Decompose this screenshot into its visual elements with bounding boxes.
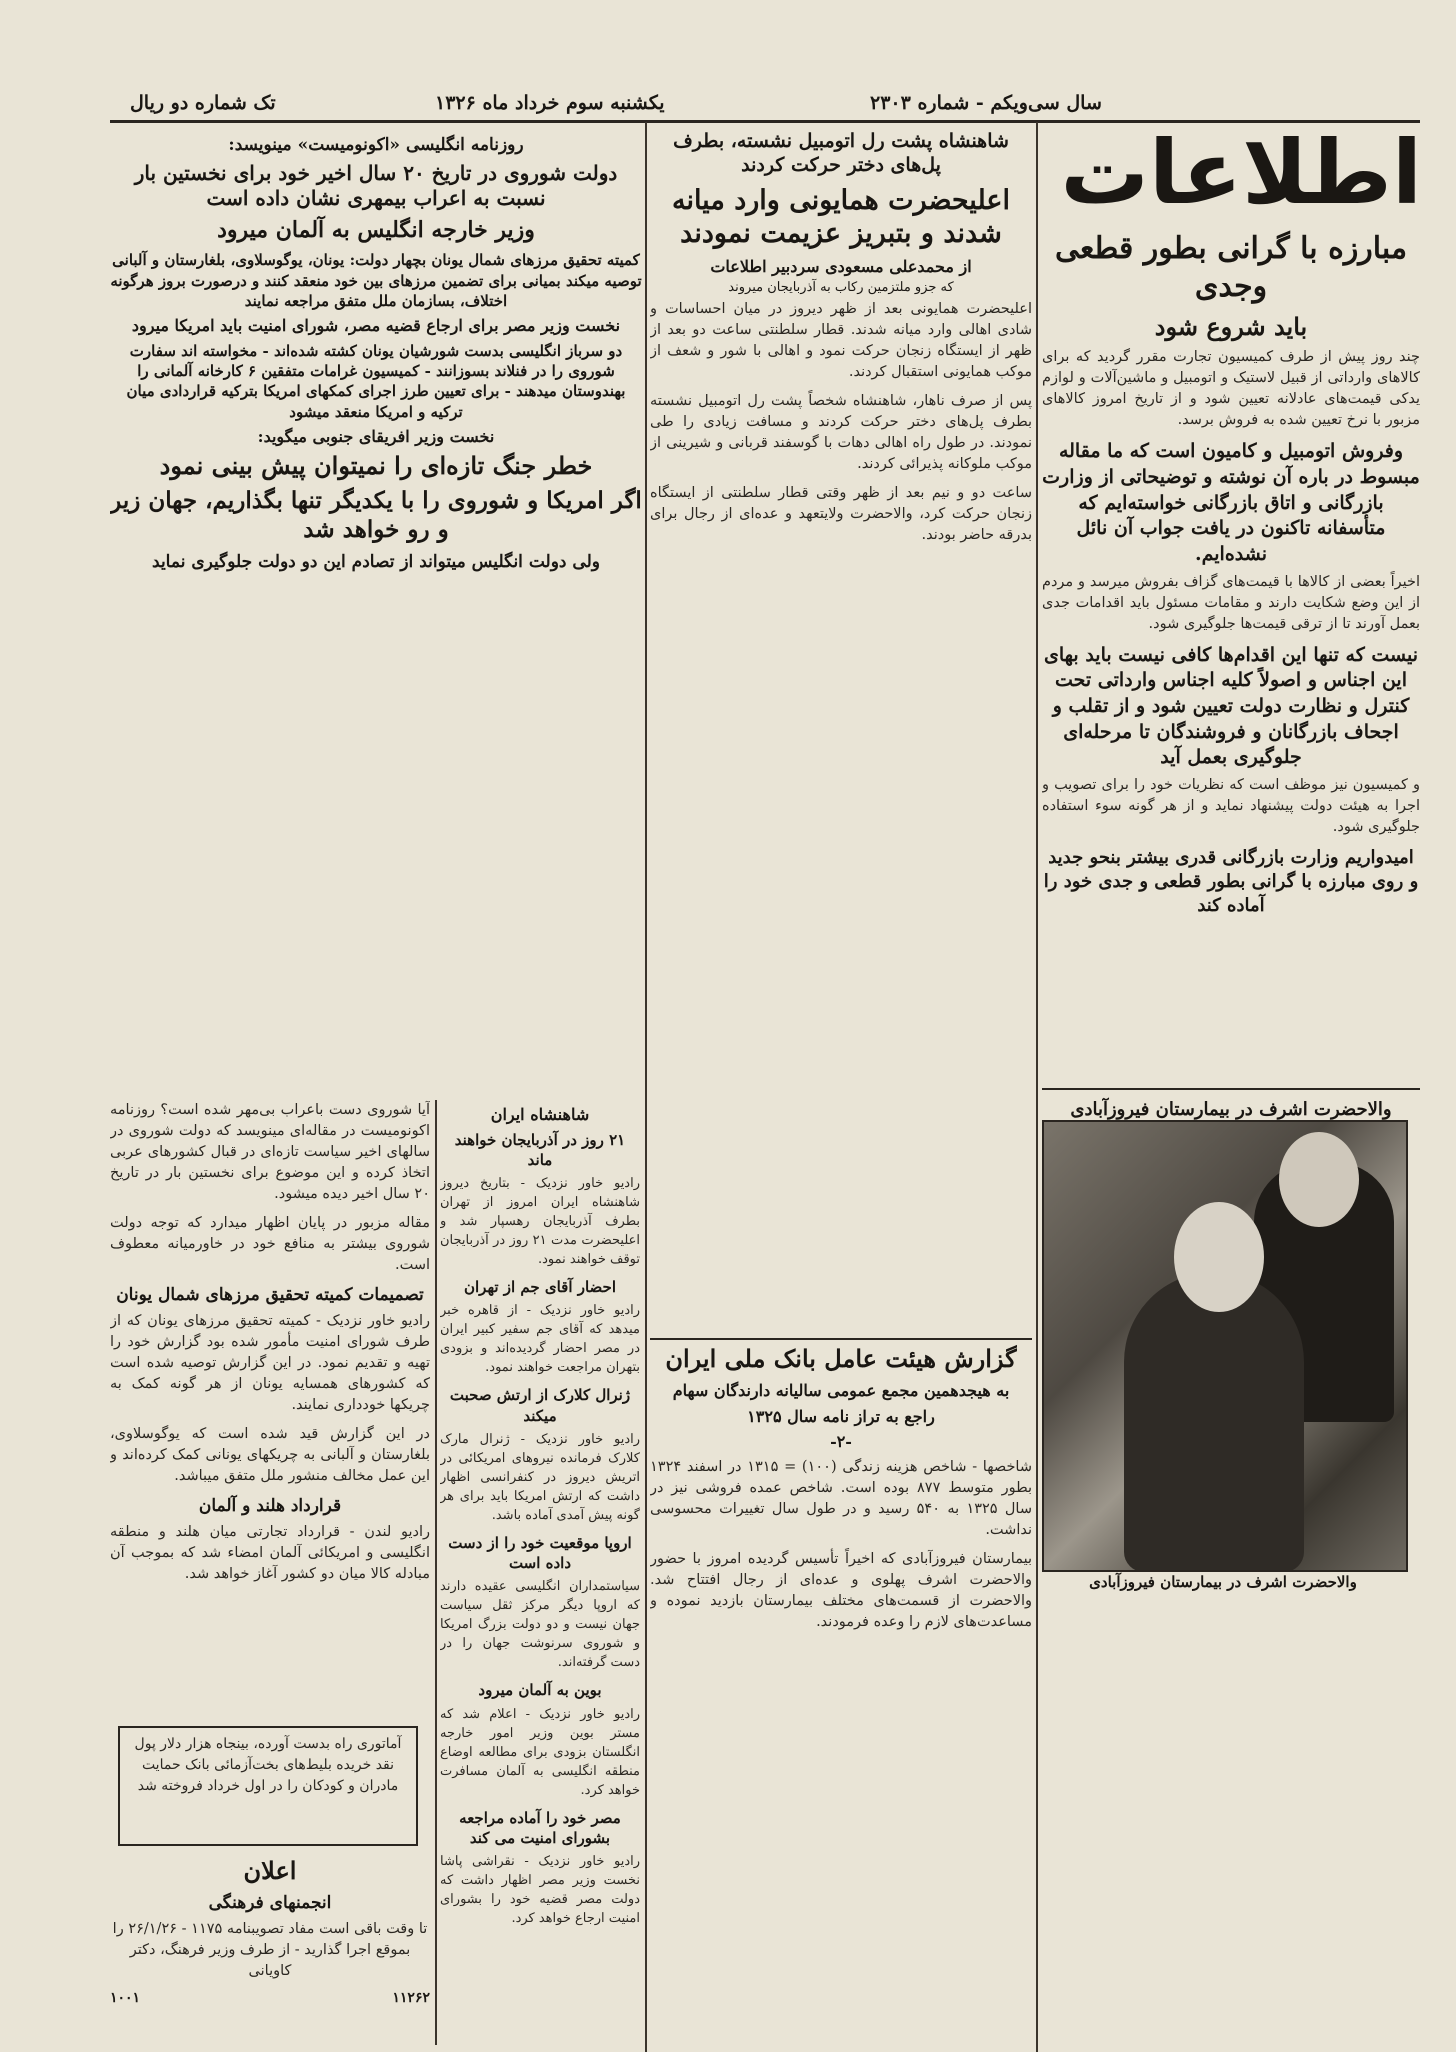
announcement-numbers <box>110 1990 430 2006</box>
europe-title: اروپا موقعیت خود را از دست داده است <box>448 1533 632 1573</box>
shah-byline: از محمدعلی مسعودی سردبیر اطلاعات <box>710 257 972 276</box>
bank-report-sub-2: راجع به تراز نامه سال ۱۳۲۵ <box>747 1406 935 1426</box>
africa-kicker: نخست وزیر افریقای جنوبی میگوید: <box>257 426 495 446</box>
bevin-headline: وزیر خارجه انگلیس به آلمان میرود <box>217 216 535 243</box>
bevin-body: رادیو خاور نزدیک - اعلام شد که مستر بوین وزیر امور خارجه انگلستان بزودی برای مطالعه اوضاع منطقه انگلیسی به آلمان مسافرت خواهد کرد. <box>440 1706 640 1798</box>
shah-headline: اعلیحضرت همایونی وارد میانه شدند و بتبریز عزیمت نمودند <box>671 184 1011 250</box>
shah-byline-2: که جزو ملتزمین رکاب به آذربایجان میروند <box>728 280 954 295</box>
foreign-news <box>110 130 642 1095</box>
lottery-ad <box>118 1726 418 1846</box>
border-body: رادیو خاور نزدیک - کمیته تحقیق مرزهای یونان که از طرف شورای امنیت مأمور شده بود گزارش خود را تهیه و تقدیم نمود. در این گزارش توصیه شده است که کشورهای همسایه یونان از هر گونه کمک به چریکها خودداری نمایند. <box>110 1312 430 1413</box>
gharani-body: و کمیسیون نیز موظف است که نظریات خود را برای تصویب و اجرا به هیئت دولت پیشنهاد نماید و از هر گونه سوء استفاده جلوگیری شود. <box>1042 776 1420 835</box>
hospital-photo <box>1042 1120 1408 1572</box>
announcement-body: تا وقت باقی است مفاد تصویبنامه ۱۱۷۵ - ۲۶/۱/۲۶ را بموقع اجرا گذارید - از طرف وزیر فرهنگ، دکتر کاویانی <box>112 1920 428 1979</box>
europe-body: سیاستمداران انگلیسی عقیده دارند که اروپا دیگر مرکز ثقل سیاست جهان نیست و دو دولت بزرگ امریکا و شوروی سرنوشت جهان را در دست گرفته‌اند. <box>440 1579 640 1671</box>
soviet-arab-body: مقاله مزبور در پایان اظهار میدارد که توجه دولت شوروی بیشتر به منافع خود در خاورمیانه معطوف است. <box>110 1215 430 1273</box>
war-headline: خطر جنگ تازه‌ای را نمیتوان پیش بینی نمود <box>159 451 593 481</box>
shah-body: پس از صرف ناهار، شاهنشاه شخصاً پشت رل اتومبیل نشسته بطرف پل‌های دختر حرکت کردند و مسافت زیادی را طی نمودند. در طول راه اهالی دهات با گوسفند قربانی و شیرینی از موکب ملوکانه پذیرائی کردند. <box>650 393 1032 472</box>
news-briefs <box>440 1100 640 2045</box>
soviet-arab-body: آیا شوروی دست باعراب بی‌مهر شده است؟ روزنامه اکونومیست در مقاله‌ای مینویسد که دولت شوروی در سالهای اخیر سیاست تازه‌ای در قبال کشورهای عربی اتخاذ کرده و این موضوع برای نخستین بار در تاریخ ۲۰ سال اخیر دیده میشود. <box>110 1102 430 1202</box>
shah-trip-title: شاهنشاه ایران <box>490 1105 590 1124</box>
hospital-headline: والاحضرت اشرف در بیمارستان فیروزآبادی <box>1070 1099 1392 1120</box>
egypt-body: رادیو خاور نزدیک - نقراشی پاشا نخست وزیر مصر اظهار داشت که دولت مصر قضیه خود را بشورای امنیت ارجاع خواهد کرد. <box>440 1854 640 1927</box>
gharani-subhead-3: نیست که تنها این اقدام‌ها کافی نیست باید بهای این اجناس و اصولاً کلیه اجناس وارداتی تحت کنترل و نظارت دولت تعیین شود و از تقلب و اجحاف بازرگانان و فروشندگان تا مرحله‌ای جلوگیری بعمل آید <box>1044 643 1418 769</box>
announcement-subtitle: انجمنهای فرهنگی <box>208 1893 332 1913</box>
announcement <box>110 1856 430 2036</box>
hospital-body: بیمارستان فیروزآبادی که اخیراً تأسیس گردیده امروز با حضور والاحضرت اشرف پهلوی و عده‌ای از رجال افتتاح شد. والاحضرت از قسمت‌های مختلف بیمارستان بازدید نموده و مساعدت‌های لازم را وعده فرمودند. <box>650 1550 1032 1630</box>
shah-body: ساعت دو و نیم بعد از ظهر وقتی قطار سلطنتی از ایستگاه زنجان حرکت کرد، والاحضرت ولایتعهد و عده‌ای از رجال برای بدرقه حاضر بودند. <box>650 485 1032 543</box>
masthead-logo: اطلاعات <box>1060 121 1422 224</box>
section-rule <box>650 1338 1032 1340</box>
gharani-subhead-4: امیدواریم وزارت بازرگانی قدری بیشتر بنحو جدید و روی مبارزه با گرانی بطور قطعی و جدی خود را آماده کند <box>1043 846 1419 917</box>
economist-kicker: روزنامه انگلیسی «اکونومیست» مینویسد: <box>228 135 524 155</box>
soviet-arab-article <box>110 1100 430 1720</box>
shah-trip-body: رادیو خاور نزدیک - بتاریخ دیروز شاهنشاه ایران امروز از تهران بطرف آذربایجان رهسپار شد و اعلیحضرت مدت ۲۱ روز در آذربایجان توقف خواهند نمود. <box>440 1176 640 1268</box>
announcement-number: ۱۱۲۶۲ <box>392 1989 430 2006</box>
war-subhead: ولی دولت انگلیس میتواند از تصادم این دو دولت جلوگیری نماید <box>152 551 600 572</box>
misc-subhead: دو سرباز انگلیسی بدست شورشیان یونان کشته شده‌اند - مخواسته اند سفارت شوروی را در فنلاند بسوزانند - کمیسیون غرامات متفقین ۶ کارخانه آلمانی را بهندوستان میدهند - برای تعیین طرز اجرای کمکهای امریکا بترکیه قراردادی میان ترکیه و امریکا منعقد میشود <box>126 341 626 421</box>
gharani-article <box>1042 230 1420 1110</box>
bank-report-title: گزارش هیئت عامل بانک ملی ایران <box>665 1344 1017 1373</box>
clark-body: رادیو خاور نزدیک - ژنرال مارک کلارک فرمانده نیروهای امریکائی در اتریش دیروز در کنفرانسی اظهار داشت که ارتش امریکا باید برای هر گونه پیش آمدی آماده باشد. <box>440 1431 640 1523</box>
bank-report <box>650 1344 1032 2044</box>
jam-body: رادیو خاور نزدیک - از قاهره خبر میدهد که آقای جم سفیر کبیر ایران در مصر احضار گردیده‌اند و بزودی بتهران مراجعت خواهند نمود. <box>440 1303 640 1376</box>
bevin-title: بوین به آلمان میرود <box>478 1681 602 1700</box>
border-body: در این گزارش قید شده است که یوگوسلاوی، بلغارستان و آلبانی به چریکهای یونانی کمک کرده‌اند و این عمل مخالف منشور ملل متفق میباشد. <box>110 1425 430 1484</box>
shah-kicker: شاهنشاه پشت رل اتومبیل نشسته، بطرف پل‌های دختر حرکت کردند <box>673 130 1009 176</box>
shah-body: اعلیحضرت همایونی بعد از ظهر دیروز در میان احساسات و شادی اهالی وارد میانه شدند. قطار سلطنتی ساعت دو بعد از ظهر از ایستگاه زنجان حرکت نمود و اهالی با شور و شعف از موکب همایونی استقبال کردند. <box>650 301 1032 380</box>
bank-report-number: -۲- <box>830 1432 852 1452</box>
gharani-body: اخیراً بعضی از کالاها با قیمت‌های گزاف بفروش میرسد و مردم از این وضع شکایت دارند و مقامات مسئول باید اقدامات جدی بعمل آورند تا از ترقی قیمت‌ها جلوگیری شود. <box>1042 573 1420 632</box>
bank-report-body: شاخصها - شاخص هزینه زندگی (۱۰۰) = ۱۳۱۵ در اسفند ۱۳۲۴ بطور متوسط ۸۷۷ بوده است. شاخص عمده فروشی نیز در سال ۱۳۲۵ به ۵۴۰ رسید و در طول سال تغییرات محسوسی نداشت. <box>650 1458 1032 1538</box>
egypt-title: مصر خود را آماده مراجعه بشورای امنیت می کند <box>459 1808 621 1847</box>
header-issue: سال سی‌ویکم - شماره ۲۳۰۳ <box>870 92 1102 114</box>
announcement-number-2: ۱۰۰۱ <box>110 1989 141 2006</box>
shah-article <box>650 130 1032 1070</box>
shah-trip-subtitle: ۲۱ روز در آذربایجان خواهند ماند <box>454 1130 626 1169</box>
holland-body: رادیو لندن - قرارداد تجارتی میان هلند و منطقه انگلیسی و امریکائی آلمان امضاء شد که بموجب آن مبادله کالا میان دو کشور آغاز خواهد شد. <box>110 1523 430 1582</box>
gharani-body: چند روز پیش از طرف کمیسیون تجارت مقرر گردید که برای کالاهای وارداتی از قبیل لاستیک و اتومبیل و ماشین‌آلات و لوازم یدکی قیمت‌های عادلانه تعیین شود و از تاریخ امروز کالاهای مزبور با نرخ تعیین شده به فروش برسد. <box>1042 349 1420 429</box>
header-price: تک شماره دو ریال <box>130 92 276 114</box>
greece-subhead: کمیته تحقیق مرزهای شمال یونان بچهار دولت: یونان، یوگوسلاوی، بلغارستان و آلبانی توصیه میکند بمیانی برای تضمین مرزهای بین خود منعقد کنند و درصورت بروز هرگونه اختلاف، بسازمان ملل متفق مراجعه نمایند <box>110 251 642 310</box>
section-rule <box>1042 1088 1420 1090</box>
announcement-title: اعلان <box>243 1856 297 1885</box>
gharani-headline: مبارزه با گرانی بطور قطعی وجدی <box>1054 231 1408 304</box>
jam-title: احضار آقای جم از تهران <box>463 1278 616 1297</box>
holland-title: قرارداد هلند و آلمان <box>198 1495 342 1516</box>
header-date: یکشنبه سوم خرداد ماه ۱۳۲۶ <box>435 92 665 114</box>
column-rule <box>645 122 647 2052</box>
column-rule <box>1036 122 1038 2052</box>
border-title: تصمیمات کمیته تحقیق مرزهای شمال یونان <box>116 1285 424 1305</box>
soviet-headline: دولت شوروی در تاریخ ۲۰ سال اخیر خود برای نخستین بار نسبت به اعراب بیمهری نشان داده است <box>134 160 618 210</box>
clark-title: ژنرال کلارک از ارتش صحبت میکند <box>449 1386 631 1425</box>
lottery-ad-text: آماتوری راه بدست آورده، بینجاه هزار دلار پول نقد خریده بلیط‌های بخت‌آزمائی بانک حمایت مادران و کودکان را در اول خرداد فروخته شد <box>134 1736 402 1794</box>
egypt-subhead: نخست وزیر مصر برای ارجاع قضیه مصر، شورای امنیت باید امریکا میرود <box>131 316 621 336</box>
gharani-subhead-2: وفروش اتومبیل و کامیون است که ما مقاله مبسوط در باره آن نوشته و توضیحاتی از وزارت بازرگانی و اتاق بازرگانی خواسته‌ایم که متأسفانه تاکنون در یافت جواب آن نائل نشده‌ایم. <box>1042 440 1420 565</box>
war-headline-2: اگر امریکا و شوروی را با یکدیگر تنها بگذاریم، جهان زیر و رو خواهد شد <box>110 487 642 544</box>
gharani-subhead: باید شروع شود <box>1154 312 1308 341</box>
column-rule <box>435 1100 437 2045</box>
photo-caption: والاحضرت اشرف در بیمارستان فیروزآبادی <box>1089 1573 1357 1591</box>
bank-report-sub: به هیجدهمین مجمع عمومی سالیانه دارندگان سهام <box>672 1381 1010 1400</box>
